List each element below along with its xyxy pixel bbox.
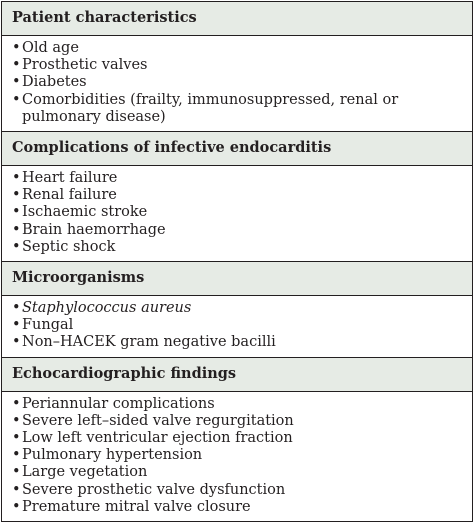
list-item-text: Severe prosthetic valve dysfunction xyxy=(22,481,286,498)
list-item xyxy=(12,187,462,204)
risk-factor-table xyxy=(1,1,473,522)
list-item xyxy=(12,239,462,256)
bullet-icon: • xyxy=(12,204,21,221)
section-list-complications xyxy=(2,166,472,262)
bullet-icon: • xyxy=(12,57,21,74)
list-item xyxy=(12,396,462,413)
bullet-icon: • xyxy=(12,187,21,204)
bullet-icon: • xyxy=(12,300,21,317)
list-item-text: Prosthetic valves xyxy=(22,57,148,74)
list-item xyxy=(12,92,462,126)
bullet-icon: • xyxy=(12,464,21,481)
bullet-icon: • xyxy=(12,238,21,255)
list-item xyxy=(12,40,462,57)
list-item-text: Premature mitral valve closure xyxy=(22,498,251,515)
bullet-icon: • xyxy=(12,91,21,108)
bullet-icon: • xyxy=(12,430,21,447)
list-item-text: Brain haemorrhage xyxy=(22,221,166,238)
list-item xyxy=(12,499,462,516)
bullet-icon: • xyxy=(12,317,21,334)
section-header-echocardiographic-findings: Echocardiographic findings xyxy=(2,358,472,392)
section-list-microorganisms xyxy=(2,296,472,358)
list-item-text: Large vegetation xyxy=(22,464,148,481)
list-item xyxy=(12,222,462,239)
bullet-icon: • xyxy=(12,74,21,91)
list-item-text: Fungal xyxy=(22,317,74,334)
list-item xyxy=(12,317,462,334)
section-header-complications: Complications of infective endocarditis xyxy=(2,132,472,166)
bullet-icon: • xyxy=(12,412,21,429)
bullet-icon: • xyxy=(12,447,21,464)
list-item xyxy=(12,334,462,351)
list-item xyxy=(12,170,462,187)
list-item xyxy=(12,57,462,74)
section-header-microorganisms: Microorganisms xyxy=(2,262,472,296)
list-item-text: Renal failure xyxy=(22,187,117,204)
bullet-icon: • xyxy=(12,498,21,515)
section-list-echocardiographic-findings xyxy=(2,392,472,521)
list-item xyxy=(12,74,462,91)
list-item-text: Heart failure xyxy=(22,170,118,187)
list-item xyxy=(12,447,462,464)
list-item-text: Pulmonary hypertension xyxy=(22,447,203,464)
list-item-text: Non–HACEK gram negative bacilli xyxy=(22,334,276,351)
list-item xyxy=(12,204,462,221)
list-item-text: Old age xyxy=(22,40,79,56)
bullet-icon: • xyxy=(12,395,21,412)
list-item xyxy=(12,464,462,481)
list-item xyxy=(12,430,462,447)
list-item xyxy=(12,482,462,499)
bullet-icon: • xyxy=(12,221,21,238)
section-header-patient-characteristics: Patient characteristics xyxy=(2,2,472,36)
list-item xyxy=(12,413,462,430)
section-list-patient-characteristics xyxy=(2,36,472,132)
list-item-text: Low left ventricular ejection fraction xyxy=(22,430,293,447)
list-item-text: Staphylococcus aureus xyxy=(22,300,192,317)
list-item-text: Diabetes xyxy=(22,74,87,91)
list-item-text: Comorbidities (frailty, immunosuppressed, renal or pulmonary disease) xyxy=(22,91,399,125)
list-item-text: Severe left–sided valve regurgitation xyxy=(22,412,294,429)
bullet-icon: • xyxy=(12,481,21,498)
list-item-text: Septic shock xyxy=(22,238,116,255)
list-item xyxy=(12,300,462,317)
bullet-icon: • xyxy=(12,40,21,56)
bullet-icon: • xyxy=(12,334,21,351)
list-item-text: Periannular complications xyxy=(22,395,215,412)
list-item-text: Ischaemic stroke xyxy=(22,204,148,221)
bullet-icon: • xyxy=(12,170,21,187)
